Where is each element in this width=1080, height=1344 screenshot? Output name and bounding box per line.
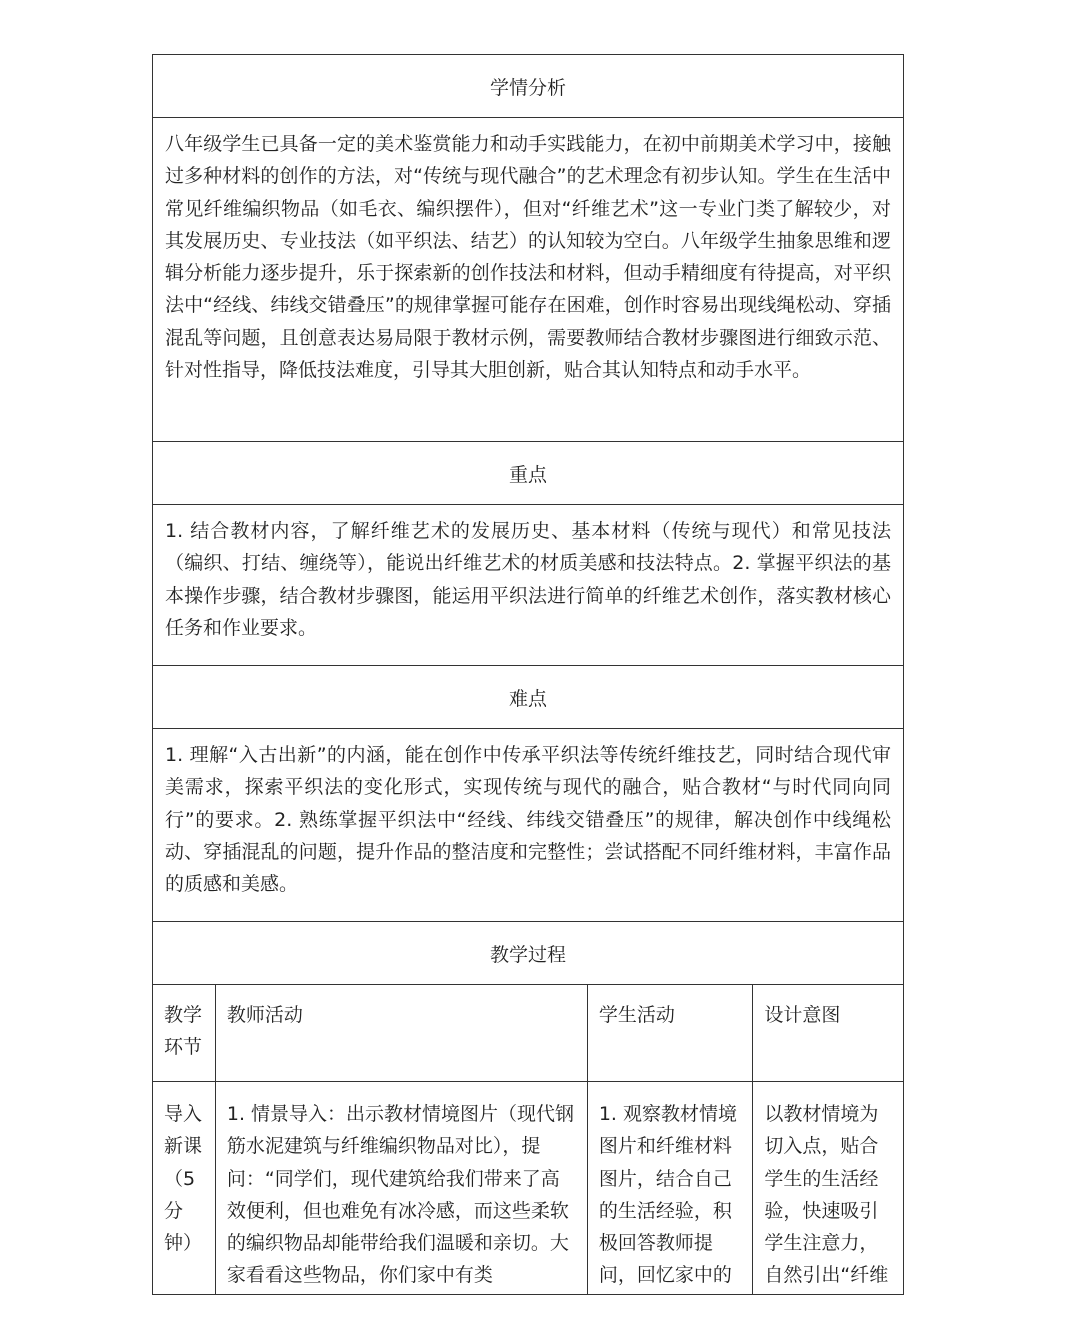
section-body-key-points: 1. 结合教材内容，了解纤维艺术的发展历史、基本材料（传统与现代）和常见技法（编织、打结、缠绕等），能说出纤维艺术的材质美感和技法特点。2. 掌握平织法的基本操作步骤，结合教材步骤图，能运用平织法进行简单的纤维艺术创作，落实教材核心任务和作业要求。 [153,505,903,666]
cell-stage: 导入新课（5分钟） [153,1082,216,1295]
section-header-key-points [153,442,903,505]
section-header-difficulties [153,666,903,729]
section-title: 难点 [508,687,547,710]
process-table-header [153,985,903,1082]
section-header-analysis [153,55,903,118]
section-body-difficulties: 1. 理解“入古出新”的内涵，能在创作中传承平织法等传统纤维技艺，同时结合现代审美需求，探索平织法的变化形式，实现传统与现代的融合，贴合教材“与时代同向同行”的要求。2. 熟练掌握平织法中“经线、纬线交错叠压”的规律，解决创作中线绳松动、穿插混乱的问题，提升作品的整洁度和完整性；尝试搭配不同纤维材料，丰富作品的质感和美感。 [153,729,903,922]
section-title: 教学过程 [489,943,566,966]
column-header-stage: 教学环节 [153,985,216,1081]
section-body-analysis: 八年级学生已具备一定的美术鉴赏能力和动手实践能力，在初中前期美术学习中，接触过多种材料的创作的方法，对“传统与现代融合”的艺术理念有初步认知。学生在生活中常见纤维编织物品（如毛衣、编织摆件），但对“纤维艺术”这一专业门类了解较少，对其发展历史、专业技法（如平织法、结艺）的认知较为空白。八年级学生抽象思维和逻辑分析能力逐步提升，乐于探索新的创作技法和材料，但动手精细度有待提高，对平织法中“经线、纬线交错叠压”的规律掌握可能存在困难，创作时容易出现线绳松动、穿插混乱等问题，且创意表达易局限于教材示例，需要教师结合教材步骤图进行细致示范、针对性指导，降低技法难度，引导其大胆创新，贴合其认知特点和动手水平。 [153,118,903,442]
cell-design-intent: 以教材情境为切入点，贴合学生的生活经验，快速吸引学生注意力，自然引出“纤维 [764,1103,889,1287]
cell-student-activity: 1. 观察教材情境图片和纤维材料图片，结合自己的生活经验，积极回答教师提问，回忆家中的 [588,1082,754,1295]
cell-teacher-activity: 1. 情景导入：出示教材情境图片（现代钢筋水泥建筑与纤维编织物品对比），提问：“同学们，现代建筑给我们带来了高效便利，但也难免有冰冷感，而这些柔软的编织物品却能带给我们温暖和亲切。大家看看这些物品，你们家中有类 [216,1082,588,1295]
column-header-student: 学生活动 [588,985,754,1081]
column-header-intent: 设计意图 [764,1004,841,1026]
section-title: 学情分析 [489,76,566,99]
table-row [153,1082,903,1295]
section-header-process [153,922,903,985]
column-header-teacher: 教师活动 [216,985,588,1081]
section-title: 重点 [508,463,547,486]
lesson-plan-table [152,54,904,1295]
